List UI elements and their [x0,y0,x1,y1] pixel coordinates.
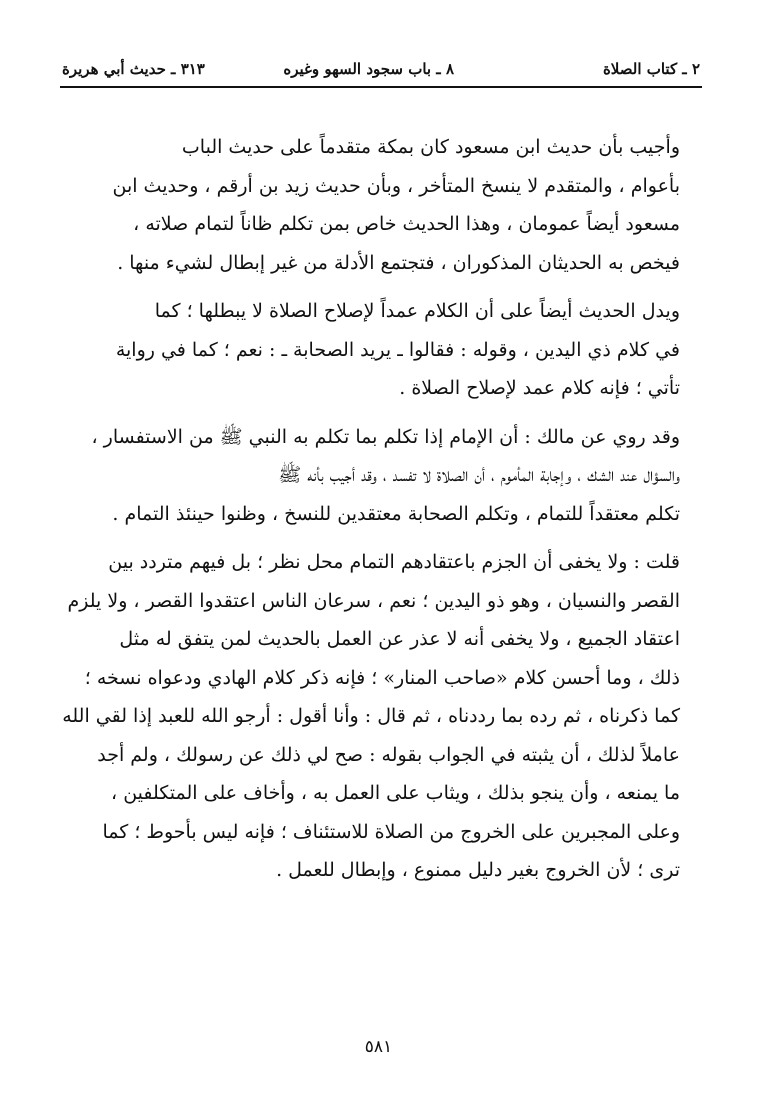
paragraph [62,543,702,890]
text-line: عاملاً لذلك ، أن يثبته في الجواب بقوله : صح لي ذلك عن رسولك ، ولم أجد [97,743,680,766]
paragraph [62,418,702,534]
text-line: والسؤال عند الشك ، وإجابة المأموم ، أن الصلاة لا تفسد ، وقد أجيب بأنه ﷺ [278,464,680,486]
paragraph [62,128,702,282]
text-line: اعتقاد الجميع ، ولا يخفى أنه لا عذر عن العمل بالحديث لمن يتفق له مثل [119,628,680,650]
text-line: تكلم معتقداً للتمام ، وتكلم الصحابة معتقدين للنسخ ، وظنوا حينئذ التمام . [112,502,680,525]
text-line: ويدل الحديث أيضاً على أن الكلام عمداً لإصلاح الصلاة لا يبطلها ؛ كما [154,300,680,322]
text-line: بأعوام ، والمتقدم لا ينسخ المتأخر ، وبأن حديث زيد بن أرقم ، وحديث ابن [112,174,680,197]
header-book-title: ٢ ـ كتاب الصلاة [602,60,700,78]
header-chapter-title: ٨ ـ باب سجود السهو وغيره [283,60,454,78]
running-header [60,56,702,88]
text-line: وعلى المجبرين على الخروج من الصلاة للاستئناف ؛ فإنه ليس بأحوط ؛ كما [102,820,680,843]
text-line: كما ذكرناه ، ثم رده بما رددناه ، ثم قال : وأنا أقول : أرجو الله للعبد إذا لقي الله [62,705,680,727]
page-number: ٥٨١ [364,1037,393,1057]
body-text [62,128,702,900]
text-line: وقد روي عن مالك : أن الإمام إذا تكلم بما تكلم به النبي ﷺ من الاستفسار ، [91,425,680,448]
text-line: القصر والنسيان ، وهو ذو اليدين ؛ نعم ، سرعان الناس اعتقدوا القصر ، ولا يلزم [67,589,680,612]
text-line: مسعود أيضاً عمومان ، وهذا الحديث خاص بمن تكلم ظاناً لتمام صلاته ، [133,213,680,235]
text-line: وأجيب بأن حديث ابن مسعود كان بمكة متقدماً على حديث الباب [181,136,680,158]
text-line: فيخص به الحديثان المذكوران ، فتجتمع الأدلة من غير إبطال لشيء منها . [117,251,680,274]
text-line: في كلام ذي اليدين ، وقوله : فقالوا ـ يريد الصحابة ـ : نعم ؛ كما في رواية [115,338,680,361]
text-line: قلت : ولا يخفى أن الجزم باعتقادهم التمام محل نظر ؛ بل فيهم متردد بين [108,551,680,573]
text-line: ما يمنعه ، وأن ينجو بذلك ، ويثاب على العمل به ، وأخاف على المتكلفين ، [111,782,680,804]
text-line: ذلك ، وما أحسن كلام «صاحب المنار» ؛ فإنه ذكر كلام الهادي ودعواه نسخه ؛ [84,666,680,689]
header-hadith-title: ٣١٣ ـ حديث أبي هريرة [62,60,205,78]
paragraph [62,292,702,408]
text-line: ترى ؛ لأن الخروج بغير دليل ممنوع ، وإبطال للعمل . [276,859,680,881]
text-line: تأتي ؛ فإنه كلام عمد لإصلاح الصلاة . [399,377,680,399]
